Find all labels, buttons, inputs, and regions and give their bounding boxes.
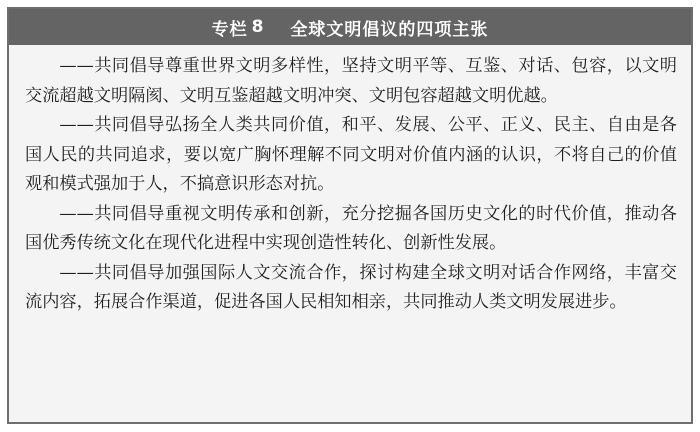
paragraph-4: ——共同倡导加强国际人文交流合作，探讨构建全球文明对话合作网络，丰富交流内容，拓展合作渠道，促进各国人民相知相亲，共同推动人类文明发展进步。 bbox=[25, 262, 677, 312]
paragraph-1: ——共同倡导尊重世界文明多样性，坚持文明平等、互鉴、对话、包容，以文明交流超越文明隔阂、文明互鉴超越文明冲突、文明包容超越文明优越。 bbox=[25, 56, 677, 106]
column-label: 专栏 bbox=[211, 19, 248, 40]
paragraph-3: ——共同倡导重视文明传承和创新，充分挖掘各国历史文化的时代价值，推动各国优秀传统文化在现代化进程中实现创造性转化、创新性发展。 bbox=[25, 203, 677, 253]
column-content bbox=[9, 45, 691, 318]
column-header bbox=[9, 9, 691, 45]
column-title: 全球文明倡议的四项主张 bbox=[290, 19, 489, 40]
column-number: 8 bbox=[251, 17, 265, 37]
column-box bbox=[7, 7, 693, 424]
paragraph-2: ——共同倡导弘扬全人类共同价值，和平、发展、公平、正义、民主、自由是各国人民的共同追求，要以宽广胸怀理解不同文明对价值内涵的认识，不将自己的价值观和模式强加于人，不搞意识形态对抗。 bbox=[25, 115, 677, 194]
